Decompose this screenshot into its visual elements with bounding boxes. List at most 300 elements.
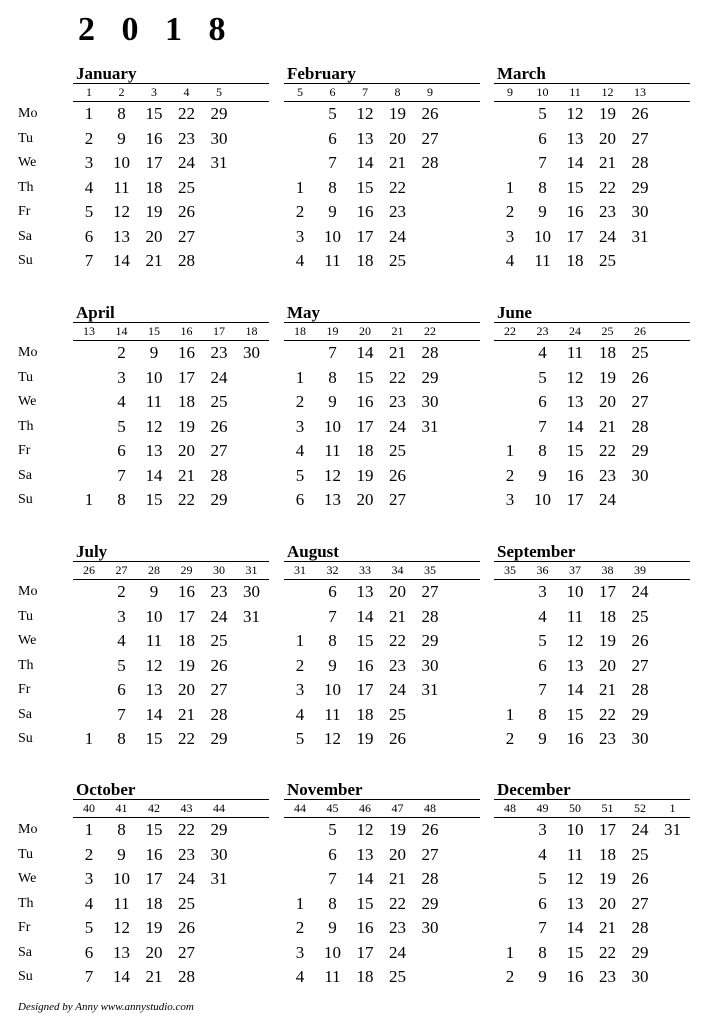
day-cell: 14: [356, 606, 374, 626]
day-cell: 29: [421, 893, 439, 913]
day-cell: 21: [599, 153, 616, 172]
day-cell: 3: [84, 153, 94, 172]
month-name: June: [497, 303, 532, 322]
day-cell: 12: [356, 104, 374, 123]
day-cell: 1: [295, 177, 305, 197]
day-cell: 23: [389, 918, 406, 937]
day-cell: 6: [328, 582, 337, 601]
day-cell: 27: [210, 441, 228, 460]
day-cell: 7: [538, 680, 547, 699]
day-cell: 9: [538, 465, 547, 485]
weekday-label-fr: Fr: [18, 920, 31, 935]
day-cell: 27: [421, 582, 439, 601]
day-cell: 1: [84, 820, 94, 839]
day-cell: 18: [356, 251, 374, 270]
month-february: [284, 64, 496, 290]
day-cell: 22: [389, 893, 406, 913]
day-cell: 19: [145, 918, 163, 937]
day-cell: 6: [538, 655, 547, 675]
day-cell: 1: [295, 893, 305, 913]
day-cell: 19: [599, 367, 616, 387]
day-cell: 2: [505, 967, 515, 986]
day-cell: 9: [538, 202, 547, 221]
day-cell: 12: [324, 465, 341, 485]
day-cell: 26: [178, 202, 195, 221]
day-cell: 1: [84, 729, 94, 748]
week-number: 38: [601, 563, 614, 577]
day-cell: 19: [178, 416, 195, 436]
day-cell: 28: [421, 606, 439, 626]
month-december: [494, 780, 706, 1006]
day-cell: 11: [534, 251, 551, 270]
day-cell: 18: [178, 631, 195, 650]
day-cell: 30: [421, 918, 439, 937]
day-cell: 20: [599, 392, 616, 411]
weekday-label-we: We: [18, 633, 37, 648]
day-cell: 29: [210, 729, 228, 748]
day-cell: 9: [538, 729, 547, 748]
day-cell: 17: [356, 416, 374, 436]
day-cell: 20: [178, 441, 195, 460]
day-cell: 4: [84, 893, 94, 913]
day-cell: 22: [599, 177, 616, 197]
day-cell: 10: [145, 606, 163, 626]
day-cell: 1: [505, 704, 515, 724]
day-cell: 16: [356, 655, 374, 675]
day-cell: 2: [295, 655, 305, 675]
day-cell: 26: [631, 104, 649, 123]
day-cell: 23: [210, 343, 228, 362]
day-cell: 15: [145, 490, 163, 509]
day-cell: 4: [84, 177, 94, 197]
day-cell: 22: [178, 729, 195, 748]
week-number: 13: [634, 85, 646, 99]
week-number: 20: [359, 324, 371, 338]
weekday-label-tu: Tu: [18, 369, 34, 385]
week-number: 8: [394, 85, 401, 99]
day-cell: 5: [538, 869, 547, 888]
day-cell: 2: [505, 202, 515, 221]
month-september: [494, 542, 706, 768]
day-cell: 9: [328, 202, 337, 221]
day-cell: 29: [210, 820, 228, 839]
month-may: [284, 303, 496, 529]
weekday-label-fr: Fr: [18, 682, 31, 697]
day-cell: 10: [145, 367, 163, 387]
day-cell: 21: [389, 869, 406, 888]
day-cell: 13: [113, 226, 130, 246]
day-cell: 24: [389, 942, 406, 962]
day-cell: 17: [356, 680, 374, 699]
week-number: 26: [634, 324, 646, 338]
day-cell: 20: [389, 582, 406, 601]
day-cell: 2: [505, 465, 515, 485]
day-cell: 12: [566, 104, 584, 123]
day-cell: 7: [328, 153, 337, 172]
day-cell: 2: [295, 392, 305, 411]
day-cell: 10: [324, 226, 341, 246]
day-cell: 26: [631, 869, 649, 888]
day-cell: 14: [356, 869, 374, 888]
day-cell: 9: [328, 918, 337, 937]
day-cell: 11: [145, 631, 163, 650]
week-rule: [494, 340, 690, 341]
day-cell: 8: [117, 490, 126, 509]
week-number: 34: [391, 563, 404, 577]
week-number: 4: [183, 85, 190, 99]
week-number: 50: [569, 801, 581, 815]
day-cell: 10: [113, 153, 130, 172]
weekday-label-su: Su: [18, 731, 33, 746]
day-cell: 13: [145, 441, 163, 460]
weekday-label-mo: Mo: [18, 345, 38, 360]
day-cell: 15: [356, 893, 374, 913]
day-cell: 6: [538, 128, 547, 148]
day-cell: 24: [631, 820, 649, 839]
day-cell: 17: [356, 226, 374, 246]
day-cell: 1: [505, 942, 515, 962]
day-cell: 4: [117, 631, 126, 650]
day-cell: 21: [389, 606, 406, 626]
day-cell: 25: [210, 631, 228, 650]
day-cell: 29: [631, 942, 649, 962]
day-cell: 14: [356, 153, 374, 172]
month-name: April: [76, 303, 115, 322]
day-cell: 12: [566, 869, 584, 888]
day-cell: 5: [295, 729, 305, 748]
day-cell: 8: [538, 177, 547, 197]
day-cell: 13: [566, 392, 584, 411]
day-cell: 26: [421, 820, 439, 839]
day-cell: 5: [328, 820, 337, 839]
day-cell: 27: [421, 128, 439, 148]
day-cell: 30: [631, 465, 649, 485]
weekday-label-sa: Sa: [18, 228, 32, 244]
day-cell: 15: [356, 367, 374, 387]
month-january: [73, 64, 285, 290]
day-cell: 7: [328, 869, 337, 888]
day-cell: 7: [117, 704, 126, 724]
day-cell: 28: [210, 704, 228, 724]
day-cell: 4: [295, 441, 305, 460]
day-cell: 17: [356, 942, 374, 962]
day-cell: 27: [178, 226, 195, 246]
day-cell: 15: [356, 177, 374, 197]
day-cell: 22: [389, 631, 406, 650]
day-cell: 15: [356, 631, 374, 650]
day-cell: 6: [328, 128, 337, 148]
day-cell: 31: [631, 226, 649, 246]
day-cell: 14: [113, 251, 130, 270]
day-cell: 25: [389, 251, 406, 270]
day-cell: 14: [356, 343, 374, 362]
week-number: 16: [180, 324, 193, 338]
day-cell: 14: [566, 153, 584, 172]
day-cell: 23: [599, 202, 616, 221]
week-rule: [284, 579, 480, 580]
week-number: 7: [362, 85, 368, 99]
day-cell: 21: [389, 153, 406, 172]
day-cell: 24: [599, 226, 616, 246]
day-cell: 6: [538, 392, 547, 411]
day-cell: 19: [599, 869, 616, 888]
day-cell: 3: [538, 582, 547, 601]
day-cell: 12: [113, 918, 130, 937]
weekday-label-we: We: [18, 394, 37, 409]
week-number: 2: [118, 85, 125, 99]
day-cell: 12: [145, 416, 163, 436]
day-cell: 18: [145, 893, 163, 913]
day-cell: 22: [178, 490, 195, 509]
week-number: 30: [213, 563, 225, 577]
day-cell: 25: [599, 251, 616, 270]
weekday-label-we: We: [18, 871, 37, 886]
day-cell: 21: [599, 416, 616, 436]
month-name: May: [287, 303, 321, 322]
day-cell: 25: [631, 606, 649, 626]
day-cell: 5: [84, 918, 94, 937]
day-cell: 17: [599, 820, 616, 839]
day-cell: 15: [145, 729, 163, 748]
day-cell: 19: [356, 729, 374, 748]
week-number: 22: [424, 324, 436, 338]
day-cell: 14: [566, 918, 584, 937]
day-cell: 26: [631, 631, 649, 650]
week-number: 44: [294, 801, 306, 815]
day-cell: 19: [599, 104, 616, 123]
day-cell: 5: [117, 416, 126, 436]
week-number: 46: [359, 801, 371, 815]
day-cell: 25: [178, 893, 195, 913]
day-cell: 27: [631, 392, 649, 411]
day-cell: 4: [538, 606, 547, 626]
week-number: 23: [536, 324, 549, 338]
day-cell: 18: [178, 392, 195, 411]
weekday-label-mo: Mo: [18, 584, 38, 599]
day-cell: 27: [631, 655, 649, 675]
week-number: 26: [83, 563, 95, 577]
day-cell: 23: [210, 582, 228, 601]
day-cell: 23: [389, 392, 406, 411]
day-cell: 17: [178, 606, 195, 626]
day-cell: 28: [178, 251, 195, 270]
day-cell: 23: [178, 128, 195, 148]
day-cell: 19: [389, 820, 406, 839]
day-cell: 19: [356, 465, 374, 485]
week-rule: [73, 817, 269, 818]
day-cell: 10: [566, 582, 584, 601]
day-cell: 6: [328, 844, 337, 864]
week-number: 11: [569, 85, 581, 99]
day-cell: 21: [145, 251, 163, 270]
day-cell: 29: [210, 490, 228, 509]
weekday-label-fr: Fr: [18, 443, 31, 458]
day-cell: 15: [566, 441, 584, 460]
day-cell: 20: [145, 942, 163, 962]
week-number: 18: [294, 324, 306, 338]
day-cell: 4: [538, 343, 547, 362]
day-cell: 17: [566, 490, 584, 509]
day-cell: 8: [328, 177, 337, 197]
week-number: 17: [213, 324, 225, 338]
day-cell: 22: [389, 177, 406, 197]
day-cell: 5: [538, 104, 547, 123]
month-march: [494, 64, 706, 290]
day-cell: 7: [538, 153, 547, 172]
week-number: 51: [601, 801, 614, 815]
day-cell: 26: [421, 104, 439, 123]
day-cell: 25: [178, 177, 195, 197]
day-cell: 18: [356, 967, 374, 986]
day-cell: 11: [113, 893, 130, 913]
day-cell: 24: [210, 367, 228, 387]
day-cell: 31: [664, 820, 681, 839]
day-cell: 3: [295, 680, 305, 699]
weekday-label-th: Th: [18, 179, 34, 195]
day-cell: 3: [505, 226, 515, 246]
day-cell: 31: [210, 153, 228, 172]
weekday-label-su: Su: [18, 969, 33, 984]
week-number: 48: [504, 801, 516, 815]
day-cell: 26: [389, 465, 406, 485]
month-july: [73, 542, 285, 768]
day-cell: 16: [145, 844, 163, 864]
month-name: August: [287, 542, 339, 561]
day-cell: 30: [210, 844, 228, 864]
day-cell: 13: [566, 128, 584, 148]
day-cell: 20: [178, 680, 195, 699]
week-number: 40: [83, 801, 95, 815]
week-number: 31: [294, 563, 306, 577]
month-august: [284, 542, 496, 768]
day-cell: 5: [538, 631, 547, 650]
week-rule: [73, 340, 269, 341]
day-cell: 16: [566, 967, 584, 986]
day-cell: 11: [324, 967, 341, 986]
day-cell: 3: [117, 367, 126, 387]
day-cell: 17: [178, 367, 195, 387]
week-number: 31: [245, 563, 258, 577]
week-number: 29: [180, 563, 193, 577]
day-cell: 24: [210, 606, 228, 626]
day-cell: 25: [389, 441, 406, 460]
day-cell: 23: [599, 729, 616, 748]
weekday-label-tu: Tu: [18, 130, 34, 146]
day-cell: 19: [599, 631, 616, 650]
day-cell: 7: [117, 465, 126, 485]
day-cell: 15: [566, 704, 584, 724]
day-cell: 3: [505, 490, 515, 509]
weekday-label-su: Su: [18, 253, 33, 268]
day-cell: 12: [356, 820, 374, 839]
day-cell: 11: [324, 251, 341, 270]
day-cell: 21: [599, 918, 616, 937]
day-cell: 1: [295, 367, 305, 387]
day-cell: 28: [631, 153, 649, 172]
day-cell: 6: [538, 893, 547, 913]
day-cell: 20: [145, 226, 163, 246]
day-cell: 8: [538, 942, 547, 962]
week-number: 49: [536, 801, 549, 815]
year-title: 2 0 1 8: [78, 11, 235, 48]
day-cell: 30: [631, 967, 649, 986]
weekday-label-sa: Sa: [18, 944, 32, 960]
weekday-label-mo: Mo: [18, 822, 38, 837]
day-cell: 13: [566, 655, 584, 675]
day-cell: 5: [295, 465, 305, 485]
day-cell: 17: [145, 869, 163, 888]
weekday-label-sa: Sa: [18, 706, 32, 722]
week-number: 10: [536, 85, 549, 99]
day-cell: 3: [538, 820, 547, 839]
day-cell: 17: [599, 582, 616, 601]
day-cell: 2: [295, 202, 305, 221]
day-cell: 18: [356, 441, 374, 460]
day-cell: 3: [84, 869, 94, 888]
day-cell: 29: [631, 704, 649, 724]
day-cell: 26: [178, 918, 195, 937]
day-cell: 28: [631, 918, 649, 937]
day-cell: 4: [295, 704, 305, 724]
week-rule: [494, 101, 690, 102]
month-november: [284, 780, 496, 1006]
week-number: 33: [359, 563, 371, 577]
day-cell: 6: [117, 680, 126, 699]
month-name: October: [76, 780, 136, 799]
day-cell: 16: [566, 729, 584, 748]
day-cell: 11: [566, 343, 584, 362]
day-cell: 28: [210, 465, 228, 485]
day-cell: 31: [421, 680, 439, 699]
day-cell: 12: [324, 729, 341, 748]
day-cell: 16: [178, 343, 195, 362]
week-number: 28: [148, 563, 160, 577]
weekday-label-th: Th: [18, 418, 34, 434]
day-cell: 8: [328, 367, 337, 387]
weekday-label-th: Th: [18, 657, 34, 673]
day-cell: 3: [117, 606, 126, 626]
day-cell: 2: [117, 582, 126, 601]
day-cell: 23: [389, 655, 406, 675]
day-cell: 15: [145, 104, 163, 123]
day-cell: 1: [505, 177, 515, 197]
day-cell: 10: [566, 820, 584, 839]
day-cell: 4: [505, 251, 515, 270]
day-cell: 28: [178, 967, 195, 986]
weekday-label-tu: Tu: [18, 608, 34, 624]
day-cell: 22: [599, 704, 616, 724]
day-cell: 8: [538, 704, 547, 724]
day-cell: 16: [566, 202, 584, 221]
day-cell: 16: [178, 582, 195, 601]
week-number: 3: [151, 85, 157, 99]
day-cell: 11: [566, 844, 584, 864]
day-cell: 20: [599, 655, 616, 675]
day-cell: 17: [145, 153, 163, 172]
day-cell: 31: [210, 869, 228, 888]
week-rule: [494, 817, 690, 818]
day-cell: 24: [389, 680, 406, 699]
day-cell: 27: [631, 128, 649, 148]
day-cell: 6: [84, 942, 94, 962]
day-cell: 4: [117, 392, 126, 411]
day-cell: 13: [356, 844, 374, 864]
day-cell: 28: [421, 343, 439, 362]
day-cell: 28: [421, 153, 439, 172]
day-cell: 19: [145, 202, 163, 221]
day-cell: 21: [389, 343, 406, 362]
week-number: 39: [634, 563, 646, 577]
